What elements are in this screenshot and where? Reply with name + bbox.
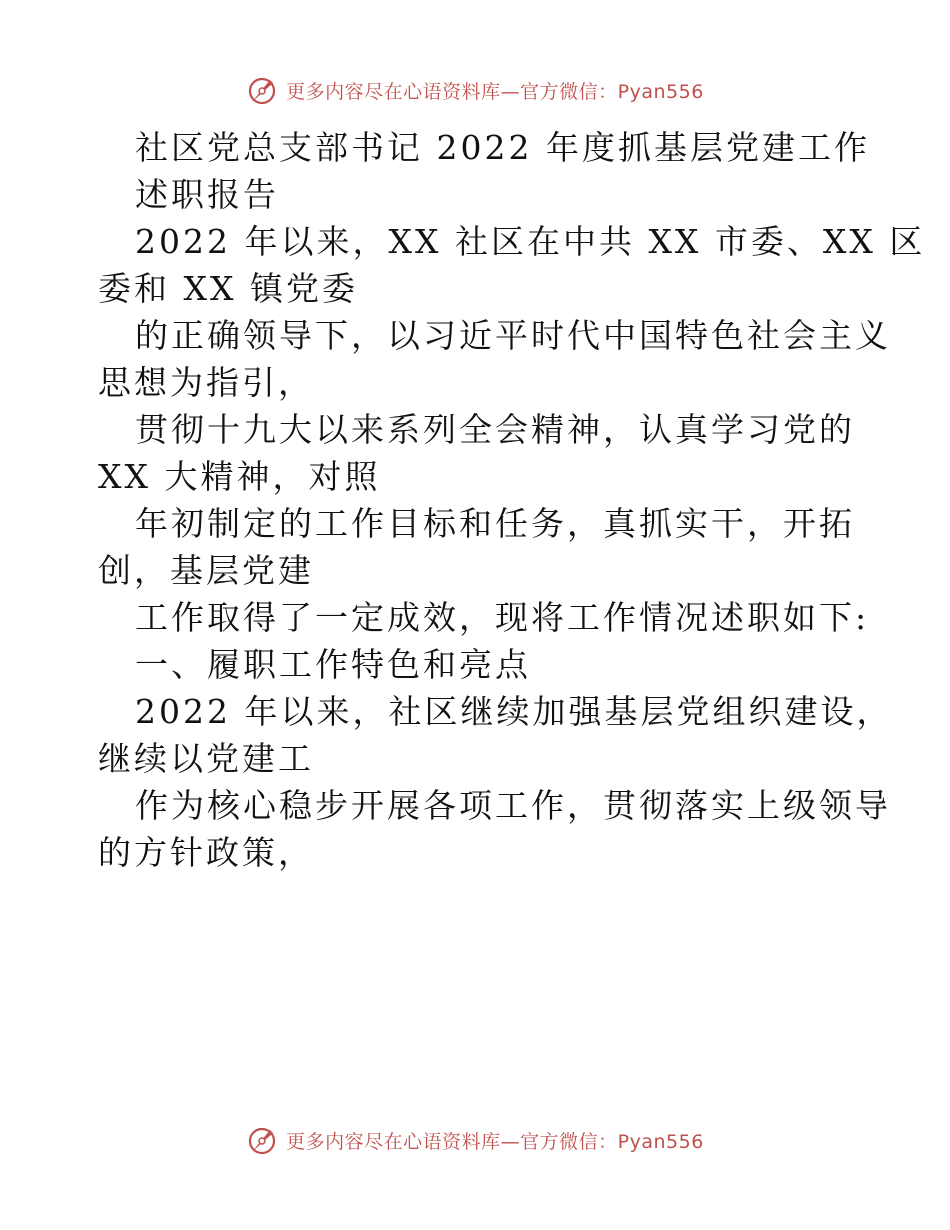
watermark-text: 更多内容尽在心语资料库—官方微信：Pyan556 <box>286 1130 704 1153</box>
quill-pen-icon <box>246 74 278 106</box>
paragraph-line: 工作取得了一定成效，现将工作情况述职如下: <box>135 598 870 637</box>
paragraph-line: 的方针政策， <box>98 833 314 872</box>
watermark-footer <box>0 1120 950 1160</box>
document-body <box>98 124 926 876</box>
paragraph-line: 思想为指引， <box>98 363 314 402</box>
section-heading: 一、履职工作特色和亮点 <box>135 645 531 684</box>
paragraph-line: 2022 年以来，XX 社区在中共 XX 市委、XX 区 <box>135 222 926 261</box>
paragraph-line: 贯彻十九大以来系列全会精神，认真学习党的 <box>135 410 855 449</box>
paragraph-line: 2022 年以来，社区继续加强基层党组织建设， <box>135 692 893 731</box>
paragraph-line: 作为核心稳步开展各项工作，贯彻落实上级领导 <box>135 786 891 825</box>
document-title: 社区党总支部书记 2022 年度抓基层党建工作 <box>135 128 870 167</box>
paragraph-line: 继续以党建工 <box>98 739 314 778</box>
paragraph-line: 创，基层党建 <box>98 551 314 590</box>
watermark-header <box>0 70 950 110</box>
watermark-text: 更多内容尽在心语资料库—官方微信：Pyan556 <box>286 80 704 103</box>
paragraph-line: XX 大精神，对照 <box>98 457 381 496</box>
document-title-cont: 述职报告 <box>135 175 279 214</box>
quill-pen-icon <box>246 1124 278 1156</box>
paragraph-line: 年初制定的工作目标和任务，真抓实干，开拓 <box>135 504 855 543</box>
paragraph-line: 委和 XX 镇党委 <box>98 269 358 308</box>
paragraph-line: 的正确领导下，以习近平时代中国特色社会主义 <box>135 316 891 355</box>
